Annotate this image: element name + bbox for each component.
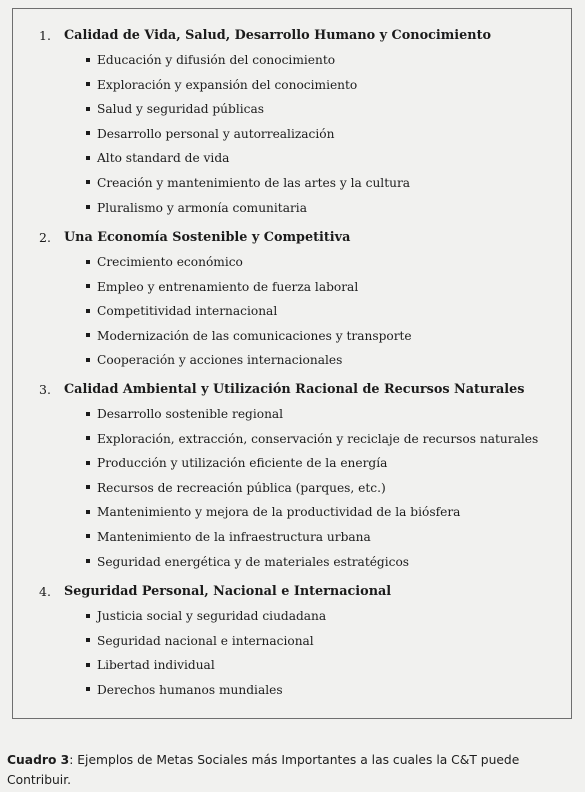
- list-item: [13, 125, 571, 150]
- list-item: [13, 405, 571, 430]
- goal-text: Derechos humanos mundiales: [97, 682, 283, 697]
- section-heading: [13, 381, 571, 405]
- caption-text: : Ejemplos de Metas Sociales más Importantes a las cuales la C&T puede Contribuir.: [7, 753, 520, 787]
- bullet-icon: [86, 205, 90, 209]
- list-item: [13, 327, 571, 352]
- goal-text: Libertad individual: [97, 658, 215, 673]
- section-title: Seguridad Personal, Nacional e Internacional: [64, 584, 392, 599]
- goal-text: Modernización de las comunicaciones y transporte: [97, 328, 412, 343]
- goal-text: Producción y utilización eficiente de la energía: [97, 456, 388, 471]
- list-item: [13, 430, 571, 455]
- list-item: [13, 278, 571, 303]
- goal-text: Pluralismo y armonía comunitaria: [97, 200, 307, 215]
- section-title: Calidad Ambiental y Utilización Racional de Recursos Naturales: [64, 382, 525, 397]
- goal-text: Justicia social y seguridad ciudadana: [97, 609, 327, 623]
- bullet-icon: [86, 461, 90, 465]
- bullet-icon: [86, 614, 90, 618]
- section-heading: [13, 583, 571, 607]
- goal-text: Creación y mantenimiento de las artes y la cultura: [97, 175, 411, 190]
- goal-text: Empleo y entrenamiento de fuerza laboral: [97, 279, 359, 294]
- goal-text: Seguridad energética y de materiales estratégicos: [97, 554, 410, 569]
- table-caption: [7, 750, 578, 790]
- goal-text: Alto standard de vida: [97, 151, 230, 166]
- section-title: Calidad de Vida, Salud, Desarrollo Humano y Conocimiento: [64, 28, 492, 43]
- goal-text: Competitividad internacional: [97, 304, 278, 319]
- goal-text: Mantenimiento de la infraestructura urbana: [97, 529, 371, 544]
- bullet-icon: [86, 412, 90, 416]
- bullet-icon: [86, 260, 90, 264]
- bullet-icon: [86, 663, 90, 667]
- goal-text: Cooperación y acciones internacionales: [97, 353, 343, 368]
- list-item: [13, 503, 571, 528]
- section-number: 1.: [39, 28, 51, 43]
- goal-text: Exploración y expansión del conocimiento: [97, 77, 358, 92]
- goal-text: Recursos de recreación pública (parques, etc.): [97, 480, 386, 495]
- goal-text: Exploración, extracción, conservación y reciclaje de recursos naturales: [97, 431, 539, 446]
- bullet-icon: [86, 309, 90, 313]
- section-number: 2.: [39, 230, 51, 245]
- list-item: [13, 199, 571, 224]
- bullet-icon: [86, 559, 90, 563]
- bullet-icon: [86, 510, 90, 514]
- bullet-icon: [86, 333, 90, 337]
- bullet-icon: [86, 156, 90, 160]
- list-item: [13, 51, 571, 76]
- section-title: Una Economía Sostenible y Competitiva: [64, 230, 351, 245]
- list-item: [13, 174, 571, 199]
- section-4: [13, 583, 571, 705]
- bullet-icon: [86, 436, 90, 440]
- section-1: [13, 27, 571, 223]
- bullet-icon: [86, 638, 90, 642]
- goal-text: Seguridad nacional e internacional: [97, 633, 314, 648]
- list-item: [13, 656, 571, 681]
- list-item: [13, 479, 571, 504]
- list-item: [13, 351, 571, 376]
- list-item: [13, 149, 571, 174]
- caption-label: Cuadro 3: [7, 753, 70, 767]
- bullet-icon: [86, 358, 90, 362]
- section-heading: [13, 229, 571, 253]
- bullet-icon: [86, 82, 90, 86]
- section-heading: [13, 27, 571, 51]
- section-2: [13, 229, 571, 376]
- list-item: [13, 553, 571, 578]
- bullet-icon: [86, 284, 90, 288]
- goal-text: Desarrollo personal y autorrealización: [97, 126, 335, 141]
- goal-text: Mantenimiento y mejora de la productividad de la biósfera: [97, 505, 461, 520]
- list-item: [13, 632, 571, 657]
- list-item: [13, 253, 571, 278]
- goal-list: [13, 51, 571, 223]
- section-number: 4.: [39, 584, 51, 599]
- section-3: [13, 381, 571, 577]
- bullet-icon: [86, 58, 90, 62]
- goal-list: [13, 607, 571, 705]
- list-item: [13, 528, 571, 553]
- bullet-icon: [86, 534, 90, 538]
- goal-text: Salud y seguridad públicas: [97, 102, 264, 117]
- goal-list: [13, 253, 571, 376]
- list-item: [13, 454, 571, 479]
- list-item: [13, 100, 571, 125]
- bullet-icon: [86, 485, 90, 489]
- list-item: [13, 302, 571, 327]
- section-number: 3.: [39, 382, 51, 397]
- goal-text: Desarrollo sostenible regional: [97, 407, 284, 421]
- bullet-icon: [86, 107, 90, 111]
- goals-table-frame: [12, 8, 572, 719]
- goal-text: Crecimiento económico: [97, 255, 243, 269]
- bullet-icon: [86, 687, 90, 691]
- goal-text: Educación y difusión del conocimiento: [97, 53, 336, 67]
- goal-list: [13, 405, 571, 577]
- bullet-icon: [86, 180, 90, 184]
- list-item: [13, 607, 571, 632]
- list-item: [13, 681, 571, 706]
- bullet-icon: [86, 131, 90, 135]
- list-item: [13, 76, 571, 101]
